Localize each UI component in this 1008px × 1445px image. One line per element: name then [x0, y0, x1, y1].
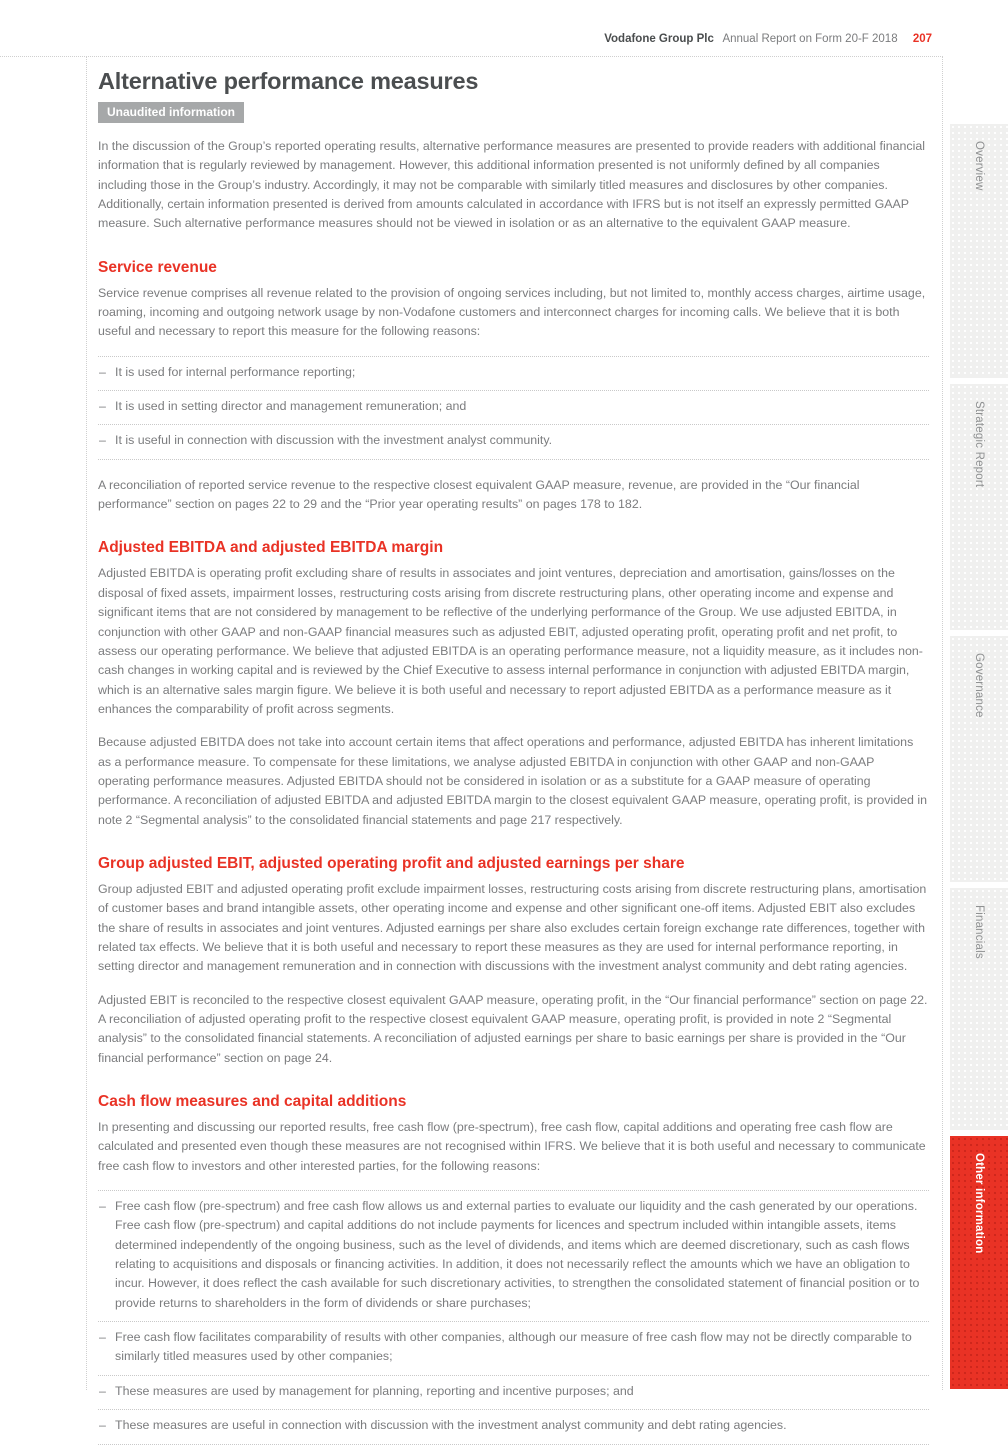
tab-overview[interactable]: [950, 124, 1008, 378]
tab-label: Strategic Report: [973, 401, 985, 488]
paragraph: Group adjusted EBIT and adjusted operating profit exclude impairment losses, restructuring costs arising from discrete restructuring plans, amortisation of customer bases and brand intangible assets, other operating income and expense and other significant one-off items. Adjusted EBIT also excludes the share of results in associates and joint ventures. Adjusted earnings per share also excludes certain foreign exchange rate differences, together with related tax effects. We believe that it is both useful and necessary to report these measures as they are used for internal performance reporting, in setting director and management remuneration and in connection with discussions with the investment analyst community and debt rating agencies.: [98, 881, 927, 974]
page-title: Alternative performance measures: [98, 68, 479, 94]
intro-paragraph: In the discussion of the Group’s reported operating results, alternative performance measures are presented to provide readers with additional financial information that is regularly reviewed by management. However, this additional information presented is not uniformly defined by all companies including those in the Group’s industry. Accordingly, it may not be comparable with similarly titled measures and disclosures by other companies. Additionally, certain information presented is derived from amounts calculated in accordance with IFRS but is not itself an expressly permitted GAAP measure. Such alternative performance measures should not be viewed in isolation or as an alternative to the equivalent GAAP measure.: [98, 139, 925, 231]
bullet-list: [98, 1190, 929, 1444]
page-number: 207: [912, 33, 932, 45]
section-heading-adjusted-ebitda: Adjusted EBITDA and adjusted EBITDA margin: [98, 539, 444, 557]
report-title: Annual Report on Form 20-F 2018: [722, 33, 898, 45]
section-adjusted-ebitda: [98, 539, 929, 829]
section-heading-service-revenue: Service revenue: [98, 258, 217, 276]
section-heading-cash-flow: Cash flow measures and capital additions: [98, 1093, 407, 1111]
list-item: – It is used for internal performance reporting;: [98, 356, 929, 390]
paragraph: Because adjusted EBITDA does not take into account certain items that affect operations and performance, adjusted EBITDA has inherent limitations as a performance measure. To compensate for these limitations, we analyse adjusted EBITDA in conjunction with other GAAP and non-GAAP operating performance measures. Adjusted EBITDA should not be considered in isolation or as a substitute for a GAAP measure of operating performance. A reconciliation of adjusted EBITDA and adjusted EBITDA margin to the closest equivalent GAAP measure, operating profit, is provided in note 2 “Segmental analysis” to the consolidated financial statements and page 217 respectively.: [98, 735, 928, 827]
paragraph: A reconciliation of reported service revenue to the respective closest equivalent GAAP measure, revenue, are provided in the “Our financial performance” section on pages 22 to 29 and the “Prior year operating results” on pages 178 to 182.: [98, 477, 860, 512]
section-service-revenue: [98, 259, 929, 515]
tab-other-information[interactable]: [950, 1136, 1008, 1389]
tab-governance[interactable]: [950, 636, 1008, 882]
paragraph: Adjusted EBITDA is operating profit excluding share of results in associates and joint ventures, depreciation and amortisation, gains/losses on the disposal of fixed assets, impairment losses, restructuring costs arising from discrete restructuring plans, other operating income and expense and significant items that are not considered by management to be reflective of the underlying performance of the Group. We use adjusted EBITDA, in conjunction with other GAAP and non-GAAP financial measures such as adjusted EBIT, adjusted operating profit, operating profit and net profit, to assess our operating performance. We believe that adjusted EBITDA is an operating performance measure, not a liquidity measure, as it includes non-cash changes in working capital and is reviewed by the Chief Executive to assess internal performance in conjunction with adjusted EBITDA margin, which is an alternative sales margin figure. We believe it is both useful and necessary to report adjusted EBITDA as a performance measure as it enhances the comparability of profit across segments.: [98, 566, 923, 716]
tab-strategic-report[interactable]: [950, 384, 1008, 630]
section-group-adjusted-ebit: [98, 855, 929, 1068]
tab-financials[interactable]: [950, 888, 1008, 1130]
section-cash-flow-measures: [98, 1093, 929, 1444]
list-item: – These measures are used by management for planning, reporting and incentive purposes; and: [98, 1375, 929, 1409]
tab-label: Other information: [973, 1153, 985, 1254]
list-item: – Free cash flow (pre-spectrum) and free cash flow allows us and external parties to evaluate our liquidity and the cash generated by our operations. Free cash flow (pre-spectrum) and capital additions do not include payments for licences and spectrum included within intangible assets, items determined independently of the ongoing business, such as the level of dividends, and items which are deemed discretionary, such as cash flows relating to acquisitions and disposals or financing activities. In addition, it does not necessarily reflect the amounts which we have an obligation to incur. However, it does reflect the cash available for such discretionary activities, to strengthen the consolidated statement of financial position or to provide returns to shareholders in the form of dividends or share purchases;: [98, 1190, 929, 1321]
page-header: [86, 33, 932, 45]
unaudited-badge: Unaudited information: [98, 102, 244, 123]
paragraph: Service revenue comprises all revenue related to the provision of ongoing services including, but not limited to, monthly access charges, airtime usage, roaming, incoming and outgoing network usage by non-Vodafone customers and interconnect charges for incoming calls. We believe that it is both useful and necessary to report this measure for the following reasons:: [98, 285, 926, 339]
list-item: – These measures are useful in connection with discussion with the investment analyst community and debt rating agencies.: [98, 1409, 929, 1443]
list-item: – It is useful in connection with discussion with the investment analyst community.: [98, 424, 929, 458]
bullet-list: [98, 356, 929, 460]
tab-label: Overview: [973, 141, 985, 191]
company-name: Vodafone Group Plc: [604, 33, 714, 45]
list-item: – Free cash flow facilitates comparability of results with other companies, although our measure of free cash flow may not be directly comparable to similarly titled measures used by other companies;: [98, 1321, 929, 1375]
tab-label: Governance: [973, 653, 985, 718]
tab-label: Financials: [973, 905, 985, 959]
paragraph: Adjusted EBIT is reconciled to the respective closest equivalent GAAP measure, operating profit, in the “Our financial performance” section on page 22. A reconciliation of adjusted operating profit to the respective closest equivalent GAAP measure, operating profit, is provided in note 2 “Segmental analysis” to the consolidated financial statements. A reconciliation of adjusted earnings per share to basic earnings per share is provided in the “Our financial performance” section on page 24.: [98, 992, 928, 1065]
content-box: [86, 56, 943, 1433]
paragraph: In presenting and discussing our reported results, free cash flow (pre-spectrum), free cash flow, capital additions and operating free cash flow are calculated and presented even though these measures are not recognised within IFRS. We believe that it is both useful and necessary to communicate free cash flow to investors and other interested parties, for the following reasons:: [98, 1120, 926, 1173]
section-heading-group-adjusted-ebit: Group adjusted EBIT, adjusted operating profit and adjusted earnings per share: [98, 854, 685, 872]
list-item: – It is used in setting director and management remuneration; and: [98, 390, 929, 424]
